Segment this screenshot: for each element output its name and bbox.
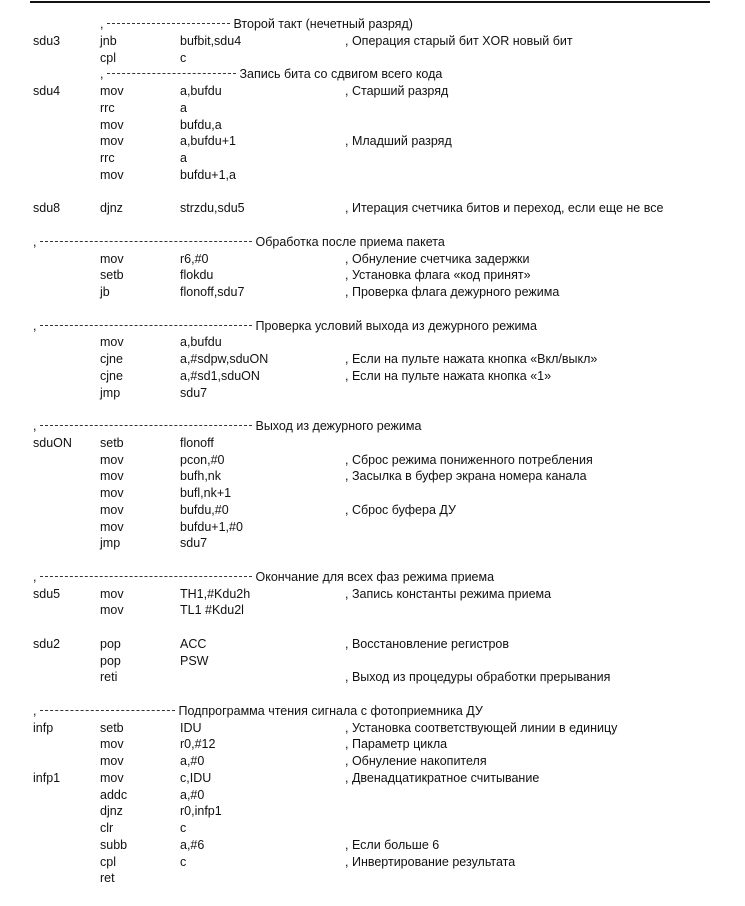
comment-marker: , [345,770,352,785]
operands: c,IDU [180,770,212,785]
line-comment [345,587,551,601]
opcode: mov [100,502,124,517]
comment-marker: , [100,17,104,31]
operands: c [180,854,187,869]
code-line [0,369,745,386]
opcode: mov [100,586,124,601]
comment-text: Итерация счетчика битов и переход, если еще не все [351,201,664,216]
blank-line [0,185,745,202]
operands: bufh,nk [180,469,222,484]
comment-text: Сброс буфера ДУ [351,502,456,517]
comment-marker: , [345,134,352,149]
section-separator [0,235,745,252]
separator-comment [33,570,494,584]
comment-marker: , [345,33,352,48]
operands: c [180,821,187,835]
operands: IDU [180,720,202,735]
opcode: jmp [100,536,121,551]
opcode: rrc [100,100,115,115]
operands: a,#0 [180,754,205,768]
operands: a,#6 [180,837,205,852]
comment-text: Запись константы режима приема [351,586,552,601]
operands: c [180,50,187,65]
section-separator [0,67,745,84]
comment-marker: , [33,318,37,333]
code-line [0,670,745,687]
operands: a,bufdu [180,84,222,98]
comment-marker: , [33,703,37,718]
comment-marker: , [345,854,352,869]
comment-text: Младший разряд [351,134,452,149]
opcode: mov [100,335,124,350]
opcode: mov [100,452,124,467]
section-separator [0,419,745,436]
section-separator [0,570,745,587]
code-line [0,436,745,453]
opcode: mov [100,134,124,149]
opcode: pop [100,653,121,668]
dashed-rule [40,710,175,711]
dashed-rule [40,425,252,426]
opcode: reti [100,670,118,685]
code-line [0,788,745,805]
blank-line [0,687,745,704]
code-line [0,168,745,185]
comment-text: Установка соответствующей линии в единицу [351,720,618,735]
code-line [0,637,745,654]
opcode: mov [100,84,124,98]
operands: a,bufdu [180,335,222,350]
opcode: mov [100,737,124,752]
operands: a [180,100,187,115]
dashed-rule [40,576,252,577]
code-line [0,855,745,872]
line-comment [345,737,447,751]
code-line [0,101,745,118]
code-line [0,754,745,771]
opcode: cpl [100,50,116,65]
comment-marker: , [345,452,352,467]
code-line [0,654,745,671]
operands: bufdu+1,a [180,167,236,182]
comment-text: Проверка флага дежурного режима [351,285,560,299]
code-label: sdu8 [33,201,61,216]
operands: sdu7 [180,385,208,400]
line-comment [345,453,593,467]
opcode: djnz [100,201,123,216]
comment-text: Двенадцатикратное считывание [351,770,540,785]
section-title: Запись бита со сдвигом всего кода [239,67,443,82]
line-comment [345,637,509,651]
comment-text: Инвертирование результата [351,854,516,869]
code-label: infp1 [33,770,61,785]
comment-marker: , [100,67,104,82]
operands: ACC [180,636,207,651]
code-line [0,469,745,486]
operands: bufl,nk+1 [180,486,232,500]
comment-text: Обнуление счетчика задержки [351,251,530,266]
code-label: sdu2 [33,636,61,651]
line-comment [345,721,617,735]
opcode: mov [100,770,124,785]
dashed-rule [40,241,252,242]
line-comment [345,838,439,852]
code-line [0,737,745,754]
code-line [0,453,745,470]
comment-text: Восстановление регистров [351,636,510,651]
line-comment [345,670,610,684]
opcode: mov [100,519,124,534]
dashed-rule [107,73,236,74]
operands: TH1,#Kdu2h [180,586,251,601]
code-line [0,34,745,51]
section-title: Обработка после приема пакета [255,234,445,249]
separator-comment [33,419,421,433]
operands: flonoff [180,435,214,450]
comment-marker: , [345,720,352,735]
operands: a [180,151,187,165]
code-line [0,352,745,369]
line-comment [345,34,573,48]
top-rule [30,1,710,3]
comment-marker: , [33,419,37,433]
line-comment [345,771,539,785]
comment-marker: , [345,352,352,366]
operands: pcon,#0 [180,452,225,467]
line-comment [345,134,452,148]
code-line [0,134,745,151]
comment-marker: , [345,285,352,299]
separator-comment [100,67,442,81]
line-comment [345,503,456,517]
operands: r0,#12 [180,737,216,752]
comment-text: Операция старый бит XOR новый бит [351,33,573,48]
opcode: mov [100,486,124,500]
operands: a,#sdpw,sduON [180,352,269,366]
operands: a,bufdu+1 [180,134,236,149]
section-separator [0,17,745,34]
operands: bufbit,sdu4 [180,33,242,48]
comment-text: Если больше 6 [351,837,440,852]
dashed-rule [40,325,252,326]
line-comment [345,84,448,98]
comment-text: Обнуление накопителя [351,754,487,768]
comment-marker: , [345,837,352,852]
code-line [0,51,745,68]
opcode: subb [100,837,128,852]
operands: bufdu+1,#0 [180,519,243,534]
code-line [0,721,745,738]
operands: a,#sd1,sduON [180,368,260,383]
operands: flokdu [180,268,214,283]
comment-text: Выход из процедуры обработки прерывания [351,670,611,685]
code-line [0,771,745,788]
opcode: rrc [100,151,115,165]
opcode: jmp [100,385,121,400]
opcode: jnb [100,33,117,48]
comment-text: Если на пульте нажата кнопка «1» [351,368,552,383]
opcode: mov [100,167,124,182]
line-comment [345,469,587,483]
operands: PSW [180,653,209,668]
opcode: mov [100,117,124,132]
opcode: setb [100,720,124,735]
line-comment [345,268,531,282]
code-line [0,151,745,168]
opcode: clr [100,821,114,835]
opcode: setb [100,435,124,450]
code-line [0,503,745,520]
blank-line [0,620,745,637]
comment-text: Засылка в буфер экрана номера канала [351,469,587,484]
code-line [0,268,745,285]
opcode: djnz [100,804,123,819]
code-line [0,486,745,503]
code-line [0,335,745,352]
section-title: Подпрограмма чтения сигнала с фотоприемника ДУ [178,703,483,718]
code-label: sdu5 [33,586,61,601]
code-line [0,587,745,604]
operands: TL1 #Kdu2l [180,603,244,618]
line-comment [345,285,559,299]
section-title: Второй такт (нечетный разряд) [233,17,413,31]
comment-marker: , [345,670,352,685]
comment-text: Старший разряд [351,84,449,98]
opcode: mov [100,251,124,266]
dashed-rule [107,23,230,24]
blank-line [0,553,745,570]
comment-marker: , [33,569,37,584]
blank-line [0,402,745,419]
operands: strzdu,sdu5 [180,201,245,216]
opcode: jb [100,285,110,299]
separator-comment [33,319,537,333]
line-comment [345,352,597,366]
code-line [0,821,745,838]
code-line [0,84,745,101]
operands: r6,#0 [180,251,209,266]
operands: r0,infp1 [180,804,222,819]
comment-text: Сброс режима пониженного потребления [351,452,593,467]
section-title: Окончание для всех фаз режима приема [255,569,495,584]
section-title: Выход из дежурного режима [255,419,422,433]
opcode: mov [100,603,124,618]
opcode: pop [100,636,121,651]
assembly-listing [0,17,745,888]
section-title: Проверка условий выхода из дежурного режима [255,318,537,333]
operands: bufdu,#0 [180,502,229,517]
code-label: sdu3 [33,33,61,48]
code-label: sdu4 [33,84,61,98]
operands: sdu7 [180,536,208,551]
opcode: ret [100,871,115,886]
comment-marker: , [345,469,352,484]
line-comment [345,754,487,768]
comment-text: Параметр цикла [351,737,448,752]
opcode: addc [100,787,128,802]
code-line [0,386,745,403]
line-comment [345,369,551,383]
code-line [0,252,745,269]
comment-marker: , [345,502,352,517]
code-line [0,520,745,537]
opcode: cpl [100,854,116,869]
comment-marker: , [345,268,352,283]
comment-marker: , [345,754,352,768]
code-line [0,285,745,302]
code-line [0,804,745,821]
code-line [0,536,745,553]
blank-line [0,302,745,319]
comment-marker: , [33,234,37,249]
separator-comment [100,17,413,31]
operands: flonoff,sdu7 [180,285,245,299]
comment-marker: , [345,201,352,216]
opcode: setb [100,268,124,283]
comment-text: Установка флага «код принят» [351,268,531,283]
comment-marker: , [345,737,352,752]
operands: a,#0 [180,787,205,802]
separator-comment [33,235,445,249]
opcode: mov [100,754,124,768]
comment-text: Если на пульте нажата кнопка «Вкл/выкл» [351,352,598,366]
comment-marker: , [345,368,352,383]
opcode: mov [100,469,124,484]
code-line [0,838,745,855]
line-comment [345,201,663,215]
comment-marker: , [345,586,352,601]
comment-marker: , [345,251,352,266]
separator-comment [33,704,483,718]
operands: bufdu,a [180,117,222,132]
code-label: sduON [33,435,72,450]
section-separator [0,704,745,721]
comment-marker: , [345,636,352,651]
opcode: cjne [100,368,123,383]
code-line [0,871,745,888]
line-comment [345,252,530,266]
code-label: infp [33,720,54,735]
comment-marker: , [345,84,352,98]
blank-line [0,218,745,235]
line-comment [345,855,515,869]
code-line [0,201,745,218]
code-line [0,603,745,620]
opcode: cjne [100,352,123,366]
code-line [0,118,745,135]
section-separator [0,319,745,336]
